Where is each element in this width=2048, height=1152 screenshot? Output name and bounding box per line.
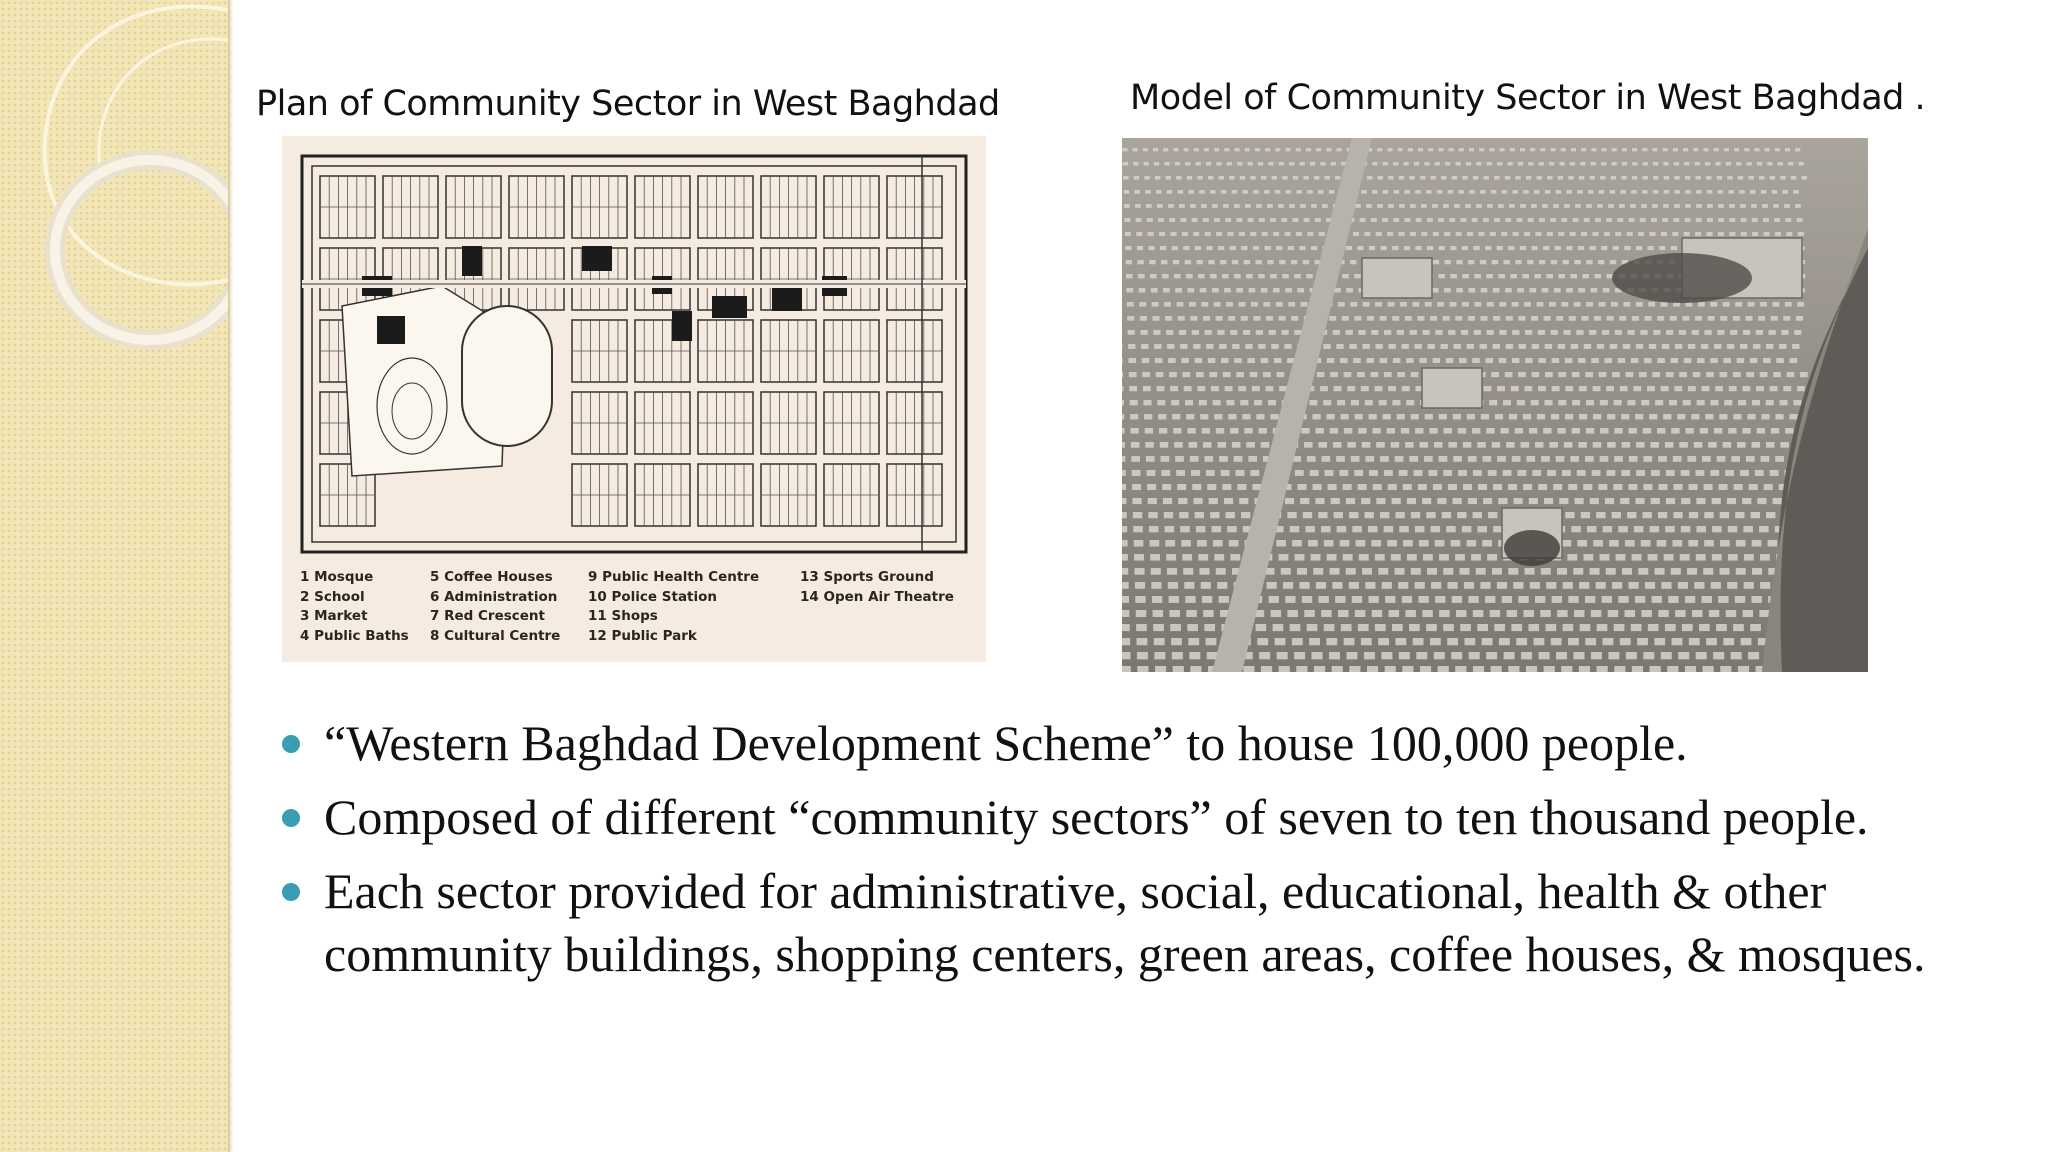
bullet-text: Each sector provided for administrative, social, educational, health & other community buildings, shopping centers, green areas, coffee houses, & mosques.	[324, 863, 1926, 982]
legend-column	[588, 568, 759, 646]
legend-item: 11 Shops	[588, 608, 658, 624]
model-photo	[1122, 138, 1868, 672]
legend-column	[300, 568, 409, 646]
bullet-item	[280, 786, 1980, 849]
bullet-item	[280, 712, 1980, 775]
bullet-text: Composed of different “community sectors” of seven to ten thousand people.	[324, 789, 1869, 845]
bullet-list	[280, 712, 1980, 997]
legend-item: 12 Public Park	[588, 627, 697, 644]
legend-item: 9 Public Health Centre	[588, 569, 760, 585]
legend-item: 10 Police Station	[588, 588, 718, 605]
sidebar-shadow	[228, 0, 234, 1152]
legend-item: 2 School	[300, 588, 365, 605]
legend-item: 6 Administration	[430, 588, 558, 605]
legend-item: 4 Public Baths	[300, 627, 409, 644]
plan-map	[282, 136, 986, 566]
plan-legend	[300, 568, 980, 658]
model-caption: Model of Community Sector in West Baghdad .	[1130, 78, 1926, 118]
legend-column	[800, 568, 954, 607]
bullet-icon	[282, 809, 300, 827]
legend-item: 3 Market	[300, 608, 368, 624]
bullet-item	[280, 860, 1980, 986]
decorative-rings	[0, 0, 228, 420]
legend-column	[430, 568, 560, 646]
plan-drawing-image	[282, 136, 986, 662]
legend-item: 5 Coffee Houses	[430, 569, 553, 585]
plan-caption: Plan of Community Sector in West Baghdad	[256, 84, 1000, 124]
legend-item: 13 Sports Ground	[800, 569, 934, 585]
legend-item: 14 Open Air Theatre	[800, 588, 954, 605]
legend-item: 1 Mosque	[300, 569, 374, 585]
bullet-icon	[282, 735, 300, 753]
legend-item: 7 Red Crescent	[430, 608, 545, 624]
legend-item: 8 Cultural Centre	[430, 627, 561, 644]
model-photo-image	[1122, 138, 1868, 672]
decorative-sidebar	[0, 0, 230, 1152]
bullet-text: “Western Baghdad Development Scheme” to house 100,000 people.	[324, 715, 1688, 771]
bullet-icon	[282, 883, 300, 901]
